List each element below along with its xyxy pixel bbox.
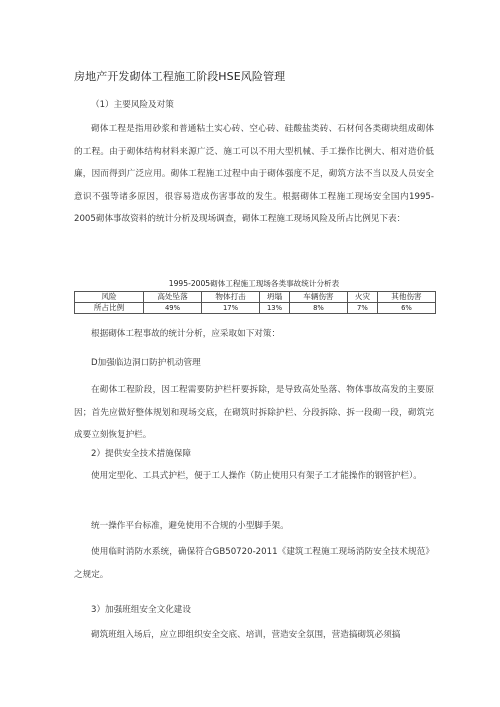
table-cell: 13%	[260, 303, 290, 314]
item1-body: 在砌体工程阶段，因工程需要防护栏杆要拆除，是导致高处坠落、物体事故高发的主要原因；首先应做好整体规划和现场交底，在砌筑时拆除护栏、分段拆除、拆一段砌一段，砌筑完成要立刻恢复护栏。	[74, 385, 434, 440]
intro-paragraph: 砌体工程是指用砂浆和普通粘土实心砖、空心砖、硅酸盐类砖、石材何各类砌块组成砌体的工程。由于砌体结构材料来源广泛、施工可以不用大型机械、手工操作比例大、相对造价低廉，因而得到广泛应用。砌体工程施工过程中由于砌体强度不足，砌筑方法不当以及人员安全意识不强等诸多原因，很容易造成伤害事故的发生。根据砌体工程施工现场安全国内1995-2005砌体事故资料的统计分析及现场调查，砌体工程施工现场风险及所占比例见下表：	[74, 124, 434, 224]
table-col-header: 火灾	[347, 292, 377, 303]
table-col-header: 坍塌	[260, 292, 290, 303]
item3-heading: 3）加强班组安全文化建设	[91, 605, 191, 615]
table-cell: 17%	[202, 303, 260, 314]
table-col-header: 其他伤害	[377, 292, 435, 303]
table-cell: 49%	[144, 303, 202, 314]
page-title: 房地产开发砌体工程施工阶段HSE风险管理	[74, 70, 286, 83]
table-col-header: 物体打击	[202, 292, 260, 303]
table-header-label: 风险	[75, 292, 144, 303]
table-cell: 8%	[289, 303, 347, 314]
table-row-label: 所占比例	[75, 303, 144, 314]
item3-body: 砌筑班组入场后，应立即组织安全交底、培训，营造安全氛围，营造搞砌筑必须搞	[91, 630, 401, 640]
table-header-row	[75, 292, 436, 303]
table-col-header: 车辆伤害	[289, 292, 347, 303]
table-col-header: 高处坠落	[144, 292, 202, 303]
accident-stats-table	[74, 291, 436, 314]
after-table-paragraph: 根据砌体工程事故的统计分析，应采取如下对策：	[91, 329, 281, 339]
item1-heading: D加强临边洞口防护机动管理	[91, 358, 201, 368]
item2-paragraph-3: 使用临时消防水系统，确保符合GB50720-2011《建筑工程施工现场消防安全技术规范》之规定。	[74, 547, 434, 580]
section-heading-1: （1）主要风险及对策	[91, 100, 174, 110]
item2-heading: 2）提供安全技术措施保障	[91, 449, 191, 459]
table-value-row	[75, 303, 436, 314]
table-cell: 6%	[377, 303, 435, 314]
table-caption: 1995-2005砌体工程施工现场各类事故统计分析表	[168, 279, 340, 288]
table-cell: 7%	[347, 303, 377, 314]
item2-paragraph-1: 使用定型化、工具式护栏，便于工人操作（防止使用只有架子工才能操作的钢管护栏）。	[91, 471, 422, 481]
item2-paragraph-2: 统一操作平台标准，避免使用不合规的小型脚手架。	[91, 521, 289, 531]
